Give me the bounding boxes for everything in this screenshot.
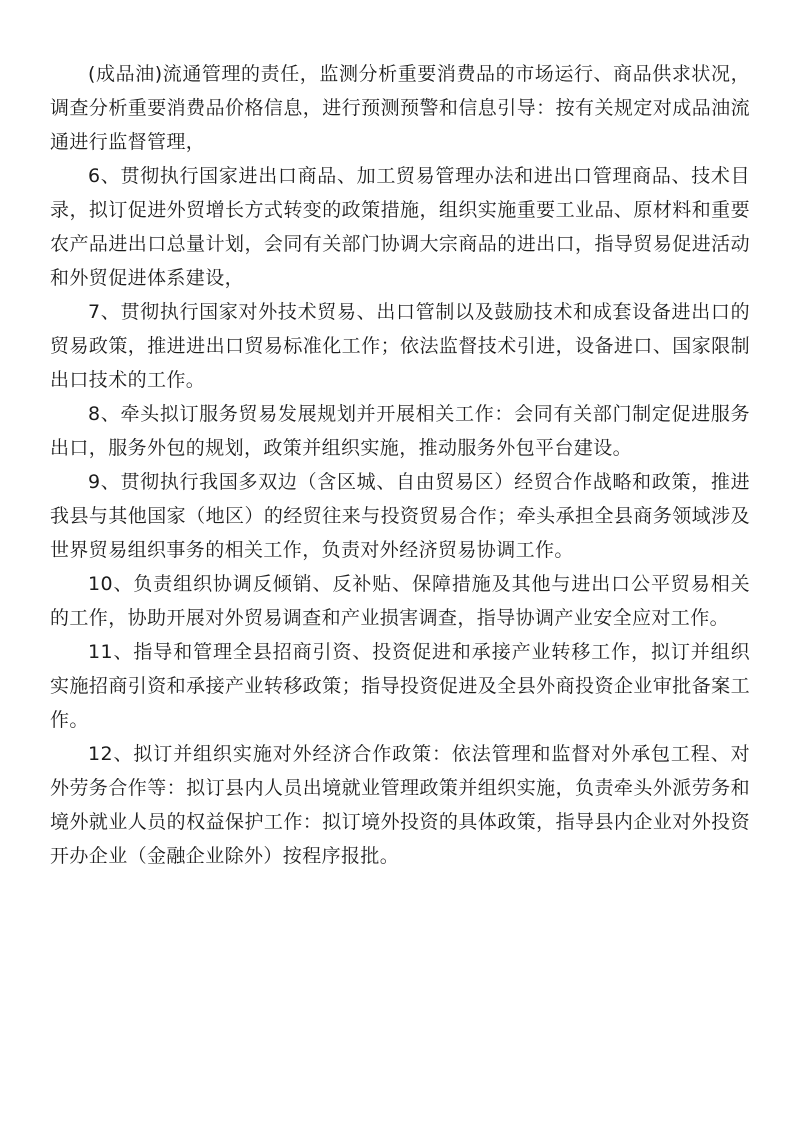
paragraph-petroleum-circulation: (成品油)流通管理的责任，监测分析重要消费品的市场运行、商品供求状况，调查分析重要消费品价格信息，进行预测预警和信息引导：按有关规定对成品油流通进行监督管理，: [50, 63, 750, 153]
paragraph-item-9: 9、贯彻执行我国多双边（含区城、自由贸易区）经贸合作战略和政策，推进我县与其他国家（地区）的经贸往来与投资贸易合作；牵头承担全县商务领域涉及世界贸易组织事务的相关工作，负责对外经济贸易协调工作。: [50, 471, 750, 561]
paragraph-item-8: 8、牵头拟订服务贸易发展规划并开展相关工作：会同有关部门制定促进服务出口，服务外包的规划，政策并组织实施，推动服务外包平台建设。: [50, 403, 750, 459]
document-body: [50, 57, 750, 873]
paragraph-item-10: 10、负责组织协调反倾销、反补贴、保障措施及其他与进出口公平贸易相关的工作，协助开展对外贸易调查和产业损害调查，指导协调产业安全应对工作。: [50, 573, 750, 629]
paragraph-item-7: 7、贯彻执行国家对外技术贸易、出口管制以及鼓励技术和成套设备进出口的贸易政策，推进进出口贸易标准化工作；依法监督技术引进，设备进口、国家限制出口技术的工作。: [50, 301, 750, 391]
paragraph-item-11: 11、指导和管理全县招商引资、投资促进和承接产业转移工作，拟订并组织实施招商引资和承接产业转移政策；指导投资促进及全县外商投资企业审批备案工作。: [50, 641, 750, 731]
paragraph-item-6: 6、贯彻执行国家进出口商品、加工贸易管理办法和进出口管理商品、技术目录，拟订促进外贸增长方式转变的政策措施，组织实施重要工业品、原材料和重要农产品进出口总量计划，会同有关部门协调大宗商品的进出口，指导贸易促进活动和外贸促进体系建设，: [50, 165, 750, 289]
paragraph-item-12: 12、拟订并组织实施对外经济合作政策：依法管理和监督对外承包工程、对外劳务合作等：拟订县内人员出境就业管理政策并组织实施，负责牵头外派劳务和境外就业人员的权益保护工作：拟订境外投资的具体政策，指导县内企业对外投资开办企业（金融企业除外）按程序报批。: [50, 743, 750, 867]
